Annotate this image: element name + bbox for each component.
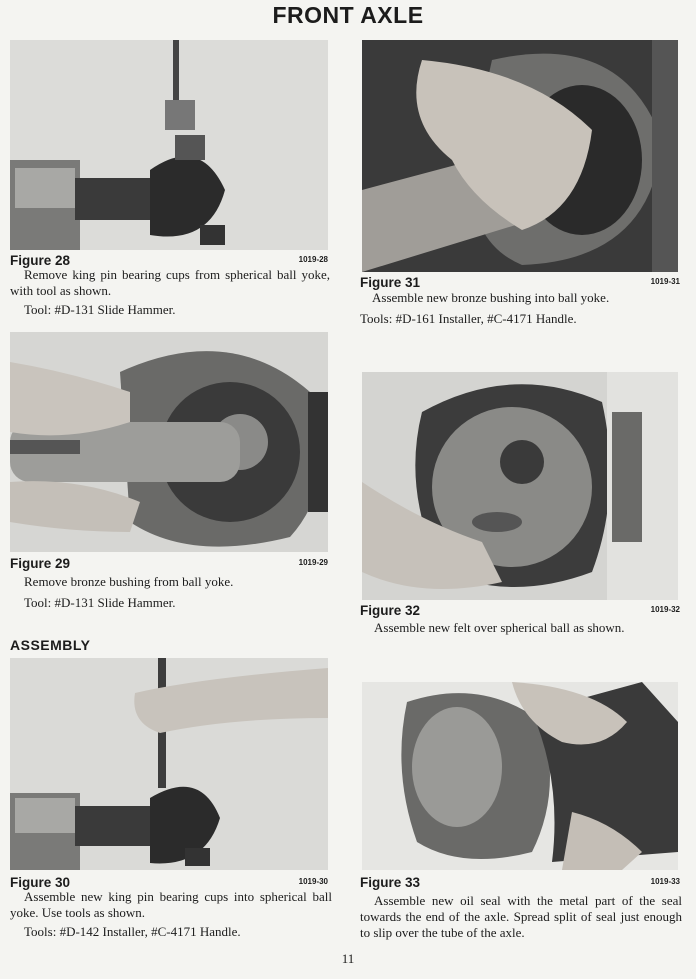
figure-32-label: Figure 32 (360, 603, 421, 618)
figure-33-label: Figure 33 (360, 875, 421, 890)
figure-33-code: 1019-33 (650, 877, 680, 886)
figure-31-label: Figure 31 (360, 275, 421, 290)
figure-33-caption: Assemble new oil seal with the metal part of the seal towards the end of the axle. Spread split of seal just enough to slip over the tube of the axle. (360, 893, 682, 940)
figure-30-photo (10, 658, 328, 870)
figure-28-caption: Remove king pin bearing cups from spherical ball yoke, with tool as shown. (10, 267, 330, 298)
figure-29-caption: Remove bronze bushing from ball yoke. (24, 574, 234, 589)
page-number: 11 (341, 951, 355, 966)
figure-30-code: 1019-30 (298, 877, 328, 886)
figure-28-code: 1019-28 (298, 255, 328, 264)
figure-31-code: 1019-31 (650, 277, 680, 286)
page-title: FRONT AXLE (272, 2, 424, 28)
figure-29-code: 1019-29 (298, 558, 328, 567)
figure-31-caption: Assemble new bronze bushing into ball yoke. (372, 290, 610, 305)
figure-32-photo (362, 372, 678, 600)
figure-32-code: 1019-32 (650, 605, 680, 614)
figure-32-caption: Assemble new felt over spherical ball as shown. (374, 620, 625, 635)
figure-29-label: Figure 29 (10, 556, 71, 571)
figure-31-tools: Tools: #D-161 Installer, #C-4171 Handle. (360, 311, 577, 326)
figure-28-tools: Tool: #D-131 Slide Hammer. (24, 302, 176, 317)
figure-28-photo (10, 40, 328, 250)
figure-31-photo (362, 40, 678, 272)
figure-29-tools: Tool: #D-131 Slide Hammer. (24, 595, 176, 610)
figure-28-label: Figure 28 (10, 253, 71, 268)
figure-30-caption: Assemble new king pin bearing cups into spherical ball yoke. Use tools as shown. (10, 889, 332, 920)
figure-30-label: Figure 30 (10, 875, 71, 890)
section-heading-assembly: ASSEMBLY (10, 637, 91, 653)
figure-33-photo (362, 682, 678, 870)
figure-30-tools: Tools: #D-142 Installer, #C-4171 Handle. (24, 924, 241, 939)
figure-29-photo (10, 332, 328, 552)
